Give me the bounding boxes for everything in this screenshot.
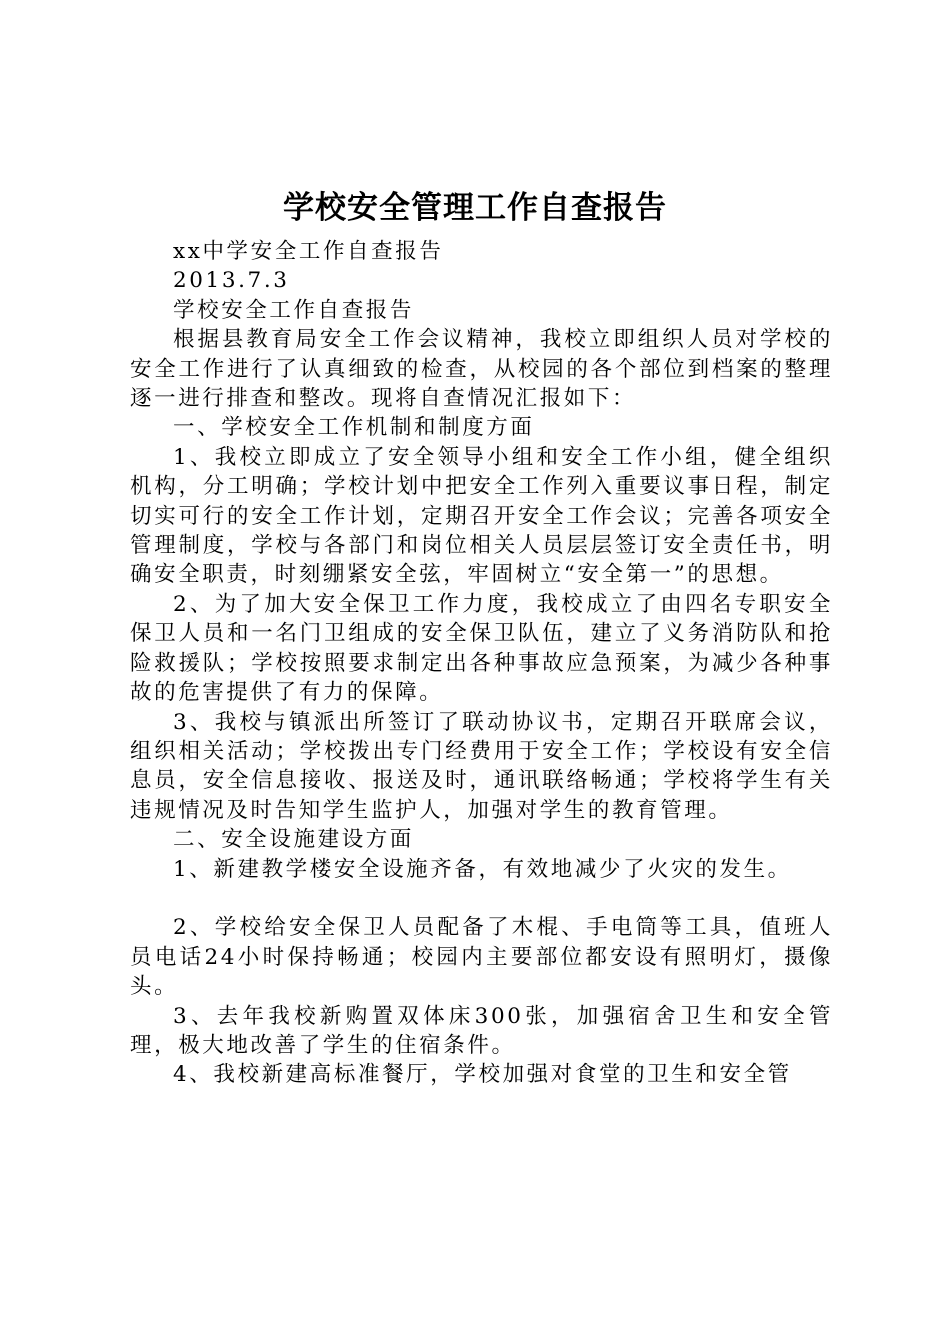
paragraph-item: 1、新建教学楼安全设施齐备，有效地减少了火灾的发生。 xyxy=(173,856,792,882)
section-heading-2: 二、安全设施建设方面 xyxy=(173,827,415,853)
document-body xyxy=(130,237,833,1090)
paragraph-item: 2、为了加大安全保卫工作力度，我校成立了由四名专职安全保卫人员和一名门卫组成的安全保卫队伍，建立了义务消防队和抢险救援队；学校按照要求制定出各种事故应急预案，为减少各种事故的危害提供了有力的保障。 xyxy=(130,591,833,706)
document-title: 学校安全管理工作自查报告 xyxy=(283,190,667,226)
paragraph-item: 2、学校给安全保卫人员配备了木棍、手电筒等工具，值班人员电话24小时保持畅通；校园内主要部位都安设有照明灯，摄像头。 xyxy=(130,915,833,1000)
paragraph-item: 3、我校与镇派出所签订了联动协议书，定期召开联席会议，组织相关活动；学校拨出专门经费用于安全工作；学校设有安全信息员，安全信息接收、报送及时，通讯联络畅通；学校将学生有关违规情况及时告知学生监护人，加强对学生的教育管理。 xyxy=(130,709,833,823)
section-heading-1: 一、学校安全工作机制和制度方面 xyxy=(173,415,535,441)
paragraph-item: 4、我校新建高标准餐厅，学校加强对食堂的卫生和安全管 xyxy=(173,1062,792,1088)
paragraph-date: 2013.7.3 xyxy=(173,268,290,294)
paragraph-intro: 根据县教育局安全工作会议精神，我校立即组织人员对学校的安全工作进行了认真细致的检查，从校园的各个部位到档案的整理逐一进行排查和整改。现将自查情况汇报如下： xyxy=(130,327,833,412)
paragraph-item: 1、我校立即成立了安全领导小组和安全工作小组，健全组织机构，分工明确；学校计划中把安全工作列入重要议事日程，制定切实可行的安全工作计划，定期召开安全工作会议；完善各项安全管理制度，学校与各部门和岗位相关人员层层签订安全责任书，明确安全职责，时刻绷紧安全弦，牢固树立“安全第一”的思想。 xyxy=(130,444,833,588)
paragraph-report-name: xx中学安全工作自查报告 xyxy=(173,239,444,264)
paragraph-item: 3、去年我校新购置双体床300张，加强宿舍卫生和安全管理，极大地改善了学生的住宿条件。 xyxy=(130,1003,833,1058)
paragraph-subtitle: 学校安全工作自查报告 xyxy=(173,297,415,323)
